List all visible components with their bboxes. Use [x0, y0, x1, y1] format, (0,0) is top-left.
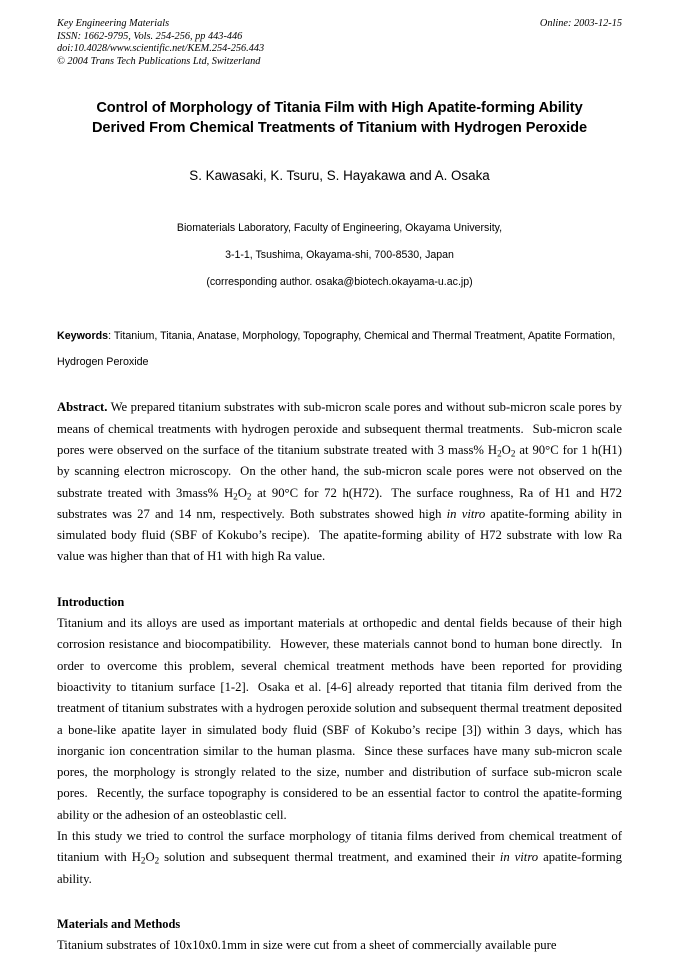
journal-name: Key Engineering Materials: [57, 18, 170, 29]
page-title: [57, 98, 622, 138]
intro-sentence-2: However, these materials cannot bond to human bone directly.: [280, 637, 603, 652]
abstract-sentence-5: The apatite-forming ability of H72 substrate with low Ra value was higher than that of H1 with high Ra value.: [57, 528, 623, 564]
intro2-sentence-1a: In this study we tried to control the surface morphology of titania films derived from chemical treatment of titanium with H: [57, 829, 622, 865]
title-line-1: Control of Morphology of Titania Film with High Apatite-forming Ability: [96, 100, 583, 117]
abstract-sentence-3c: at 90°C for 72 h(H72).: [251, 485, 383, 500]
abstract-sub-3b: 2: [246, 490, 252, 501]
intro-sentence-1: Titanium and its alloys are used as important materials at orthopedic and dental fields because of their high corrosion resistance and biocompatibility.: [57, 616, 622, 652]
abstract-sentence-3b: O: [237, 485, 247, 500]
intro-sentence-3: In order to overcome this problem, several chemical treatment methods have been reported for providing bioactivity to titanium surface [1-2].: [57, 637, 622, 694]
abstract-sentence-1: We prepared titanium substrates with sub-micron scale pores and without sub-micron scale pores by means of chemical treatments with hydrogen peroxide and subsequent thermal treatments.: [57, 400, 622, 436]
title-line-2: Derived From Chemical Treatments of Titanium with Hydrogen Peroxide: [91, 120, 588, 137]
section-heading-materials-and-methods: Materials and Methods: [57, 916, 181, 931]
affiliation-corresponding-author: (corresponding author. osaka@biotech.okayama-u.ac.jp): [206, 276, 473, 289]
intro2-italic-in-vitro: in vitro: [499, 850, 539, 865]
abstract-block: [57, 397, 622, 567]
copyright-line: © 2004 Trans Tech Publications Ltd, Switzerland: [57, 55, 261, 67]
abstract-italic-in-vitro: in vitro: [446, 506, 486, 521]
intro-sentence-4: Osaka et al. [4-6] already reported that titania film derived from the treatment of titanium substrates with a hydrogen peroxide solution and subsequent thermal treatment deposited a bone-like apatite layer in simulated body fluid (SBF of Kokubo’s recipe [3]) within 3 days, which has inorganic ion concentration similar to the human plasma.: [57, 679, 622, 758]
intro-sentence-5: Since these surfaces have many sub-micron scale pores, the morphology is strongly related to the size, number and distribution of surface sub-micron scale pores.: [57, 743, 622, 801]
abstract-label: Abstract.: [57, 400, 108, 415]
intro2-sentence-1b: O: [145, 850, 155, 865]
abstract-sub-3a: 2: [233, 490, 238, 501]
keywords-label: Keywords: [57, 330, 109, 343]
affiliation-line-1: Biomaterials Laboratory, Faculty of Engineering, Okayama University,: [176, 222, 503, 235]
abstract-sentence-4: The surface roughness, Ra of H1 and H72 substrates was 27 and 14 nm, respectively. Both substrates showed high: [57, 485, 622, 521]
abstract-sentence-4b: apatite-forming ability in simulated body fluid (SBF of Kokubo’s recipe).: [57, 506, 622, 543]
doi-line: doi:10.4028/www.scientific.net/KEM.254-256.443: [57, 43, 265, 55]
intro2-sub-2: 2: [154, 855, 160, 866]
affiliation-block: [57, 215, 622, 296]
intro2-sub-1: 2: [140, 855, 146, 866]
section-heading-introduction: Introduction: [57, 594, 125, 609]
online-date: Online: 2003-12-15: [539, 18, 622, 29]
abstract-sub-2a: 2: [497, 448, 502, 459]
abstract-sentence-2b: O: [501, 442, 511, 457]
keywords-block: [57, 323, 622, 375]
issn-line: ISSN: 1662-9795, Vols. 254-256, pp 443-446: [57, 30, 243, 42]
abstract-sub-2b: 2: [510, 448, 516, 459]
affiliation-line-2: 3-1-1, Tsushima, Okayama-shi, 700-8530, Japan: [225, 249, 454, 262]
journal-header: [57, 18, 622, 68]
keywords-separator: :: [108, 330, 114, 343]
intro-sentence-6: Recently, the surface topography is considered to be an essential factor to control the apatite-forming ability or the adhesion of an osteoblastic cell.: [57, 786, 622, 822]
intro2-sentence-1c: solution and subsequent thermal treatment, and examined their: [159, 850, 500, 865]
introduction-paragraph-2: [57, 826, 622, 890]
intro2-sentence-1d: apatite-forming ability.: [57, 850, 622, 886]
introduction-paragraph-1: [57, 613, 622, 826]
abstract-sentence-2a: Sub-micron scale pores were observed on the surface of the titanium substrate treated with 3 mass% H: [57, 421, 622, 457]
materials-paragraph-1: Titanium substrates of 10x10x0.1mm in size were cut from a sheet of commercially available pure: [57, 938, 557, 953]
abstract-sentence-3a: On the other hand, the sub-micron scale pores were not observed on the substrate treated with 3mass% H: [57, 464, 622, 500]
abstract-sentence-2c: at 90°C for 1 h(H1) by scanning electron microscopy.: [57, 442, 622, 479]
author-list: S. Kawasaki, K. Tsuru, S. Hayakawa and A. Osaka: [189, 168, 490, 184]
keywords-text: Titanium, Titania, Anatase, Morphology, Topography, Chemical and Thermal Treatment, Apatite Formation, Hydrogen Peroxide: [57, 330, 616, 369]
